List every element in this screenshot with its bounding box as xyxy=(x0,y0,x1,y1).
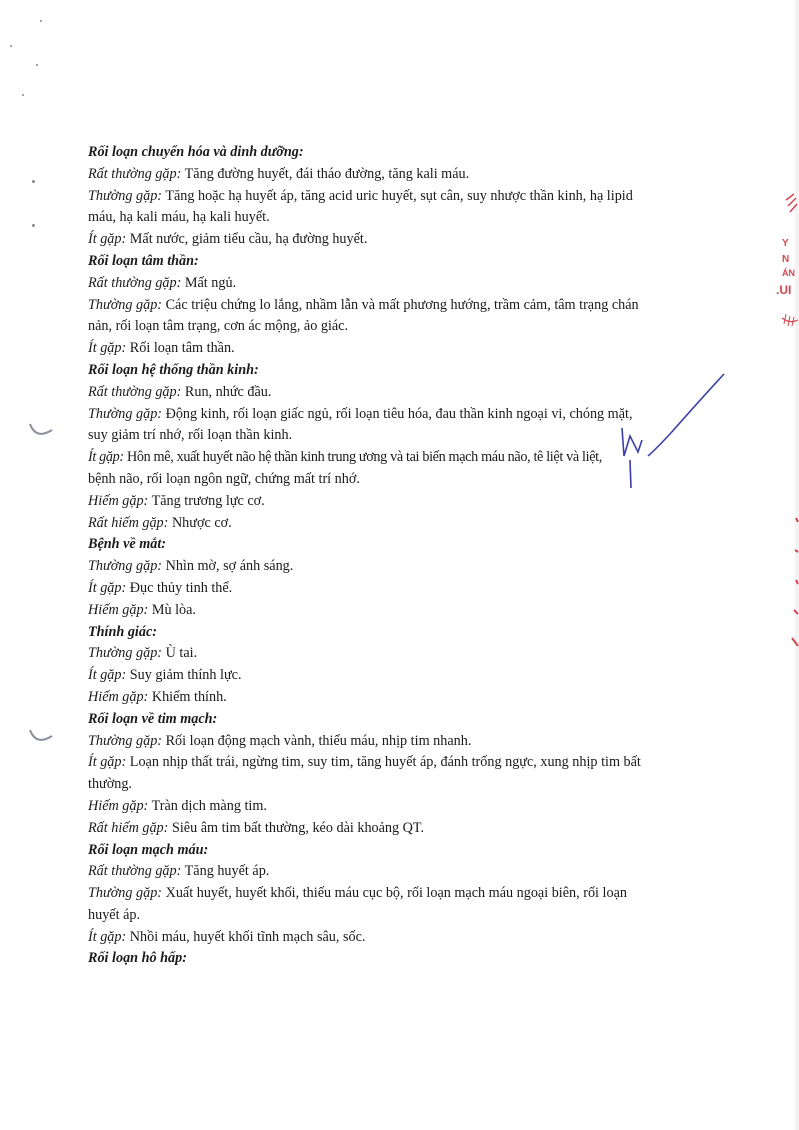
frequency-label: Thường gặp: xyxy=(88,187,163,204)
entry-text: Tăng trương lực cơ. xyxy=(148,492,265,509)
stamp-edge-marks xyxy=(784,510,799,650)
frequency-label: Rất thường gặp: xyxy=(88,274,182,291)
scan-speck xyxy=(32,224,35,227)
entry-text: Loạn nhịp thất trái, ngừng tim, suy tim, tăng huyết áp, đánh trống ngực, xung nhịp tim bất xyxy=(126,754,641,771)
entry-line xyxy=(88,796,708,818)
entry-text: Khiếm thính. xyxy=(148,688,227,705)
entry-line xyxy=(88,600,708,622)
entry-text: Nhược cơ. xyxy=(168,514,232,531)
section-heading: Rối loạn hô hấp: xyxy=(88,950,187,967)
entry-text: Đục thủy tinh thể. xyxy=(126,579,233,596)
frequency-label: Thường gặp: xyxy=(88,405,163,422)
entry-continuation: suy giảm trí nhớ, rối loạn thần kinh. xyxy=(88,427,293,444)
entry-text: Động kinh, rối loạn giấc ngủ, rối loạn tiêu hóa, đau thần kinh ngoại vi, chóng mặt, xyxy=(162,405,633,422)
section-heading: Rối loạn về tim mạch: xyxy=(88,710,218,727)
entry-continuation: máu, hạ kali máu, hạ kali huyết. xyxy=(88,209,270,226)
entry-text: Tăng huyết áp. xyxy=(181,863,270,880)
entry-continuation: huyết áp. xyxy=(88,906,141,923)
entry-line xyxy=(88,731,708,753)
entry-text: Suy giảm thính lực. xyxy=(126,667,242,684)
frequency-label: Thường gặp: xyxy=(88,732,163,749)
entry-line xyxy=(88,927,708,949)
entry-text: Run, nhức đầu. xyxy=(181,383,272,400)
stamp-fragment xyxy=(770,190,799,350)
frequency-label: Rất hiếm gặp: xyxy=(88,514,169,531)
document-body xyxy=(88,142,708,970)
section-heading: Thính giác: xyxy=(88,623,157,640)
entry-line xyxy=(88,491,708,513)
entry-text: Hôn mê, xuất huyết não hệ thần kinh trung ương và tai biến mạch máu não, tê liệt và liệt, xyxy=(123,449,602,466)
frequency-label: Rất hiếm gặp: xyxy=(88,819,169,836)
entry-line xyxy=(88,513,708,535)
frequency-label: Ít gặp: xyxy=(88,449,124,466)
entry-line xyxy=(88,818,708,840)
entry-line xyxy=(88,295,708,317)
entry-line xyxy=(88,338,708,360)
entry-continuation: bệnh não, rối loạn ngôn ngữ, chứng mất trí nhớ. xyxy=(88,470,360,487)
frequency-label: Rất thường gặp: xyxy=(88,383,182,400)
section-heading: Rối loạn chuyển hóa và dinh dưỡng: xyxy=(88,144,304,160)
section-heading: Rối loạn mạch máu: xyxy=(88,841,209,858)
punch-hole-mark xyxy=(28,724,56,748)
entry-line xyxy=(88,229,708,251)
entry-line xyxy=(88,164,708,186)
scan-speck xyxy=(32,180,35,183)
entry-line xyxy=(88,687,708,709)
entry-line xyxy=(88,404,708,426)
entry-text: Mất nước, giảm tiểu cầu, hạ đường huyết. xyxy=(126,231,368,248)
scan-speck xyxy=(22,94,24,96)
svg-text:ÁN: ÁN xyxy=(782,268,795,278)
frequency-label: Ít gặp: xyxy=(88,340,127,357)
entry-text: Mù lòa. xyxy=(148,601,196,618)
entry-continuation: thường. xyxy=(88,776,132,793)
entry-line xyxy=(88,447,708,469)
entry-line xyxy=(88,556,708,578)
entry-continuation: nản, rối loạn tâm trạng, cơn ác mộng, ảo giác. xyxy=(88,318,349,335)
entry-text: Nhồi máu, huyết khối tĩnh mạch sâu, sốc. xyxy=(126,928,366,945)
entry-line xyxy=(88,186,708,208)
frequency-label: Rất thường gặp: xyxy=(88,863,182,880)
frequency-label: Hiếm gặp: xyxy=(88,601,149,618)
entry-line xyxy=(88,665,708,687)
frequency-label: Ít gặp: xyxy=(88,231,127,248)
frequency-label: Rất thường gặp: xyxy=(88,165,182,182)
section-heading: Bệnh về mắt: xyxy=(88,536,167,553)
entry-text: Ù tai. xyxy=(162,645,198,662)
entry-text: Nhìn mờ, sợ ánh sáng. xyxy=(162,558,294,575)
frequency-label: Ít gặp: xyxy=(88,928,127,945)
frequency-label: Hiếm gặp: xyxy=(88,797,149,814)
entry-text: Rối loạn động mạch vành, thiếu máu, nhịp tim nhanh. xyxy=(162,732,472,749)
entry-text: Rối loạn tâm thần. xyxy=(126,340,235,357)
scan-speck xyxy=(10,45,12,47)
svg-text:Y: Y xyxy=(782,238,789,249)
frequency-label: Thường gặp: xyxy=(88,558,163,575)
entry-line xyxy=(88,273,708,295)
entry-text: Các triệu chứng lo lắng, nhầm lẫn và mất phương hướng, trầm cảm, tâm trạng chán xyxy=(162,296,639,313)
entry-text: Tăng đường huyết, đái tháo đường, tăng kali máu. xyxy=(181,165,470,182)
entry-text: Mất ngủ. xyxy=(181,274,237,291)
frequency-label: Ít gặp: xyxy=(88,667,127,684)
punch-hole-mark xyxy=(28,418,56,442)
scan-speck xyxy=(36,64,38,66)
frequency-label: Ít gặp: xyxy=(88,754,127,771)
entry-line xyxy=(88,578,708,600)
section-heading: Rối loạn tâm thần: xyxy=(88,252,199,269)
entry-text: Xuất huyết, huyết khối, thiếu máu cục bộ, rối loạn mạch máu ngoại biên, rối loạn xyxy=(162,885,627,902)
scan-speck xyxy=(40,20,42,22)
frequency-label: Thường gặp: xyxy=(88,885,163,902)
entry-line xyxy=(88,382,708,404)
frequency-label: Hiếm gặp: xyxy=(88,688,149,705)
frequency-label: Thường gặp: xyxy=(88,645,163,662)
entry-line xyxy=(88,883,708,905)
entry-text: Tràn dịch màng tim. xyxy=(148,797,267,814)
entry-text: Siêu âm tim bất thường, kéo dài khoảng QT. xyxy=(168,819,425,836)
frequency-label: Ít gặp: xyxy=(88,579,127,596)
svg-text:N: N xyxy=(782,254,790,265)
frequency-label: Hiếm gặp: xyxy=(88,492,149,509)
entry-text: Tăng hoặc hạ huyết áp, tăng acid uric huyết, sụt cân, suy nhược thần kinh, hạ lipid xyxy=(162,187,633,204)
frequency-label: Thường gặp: xyxy=(88,296,163,313)
svg-text:.UI: .UI xyxy=(776,283,792,297)
section-heading: Rối loạn hệ thống thần kinh: xyxy=(88,361,259,378)
entry-line xyxy=(88,752,708,774)
entry-line xyxy=(88,643,708,665)
entry-line xyxy=(88,861,708,883)
